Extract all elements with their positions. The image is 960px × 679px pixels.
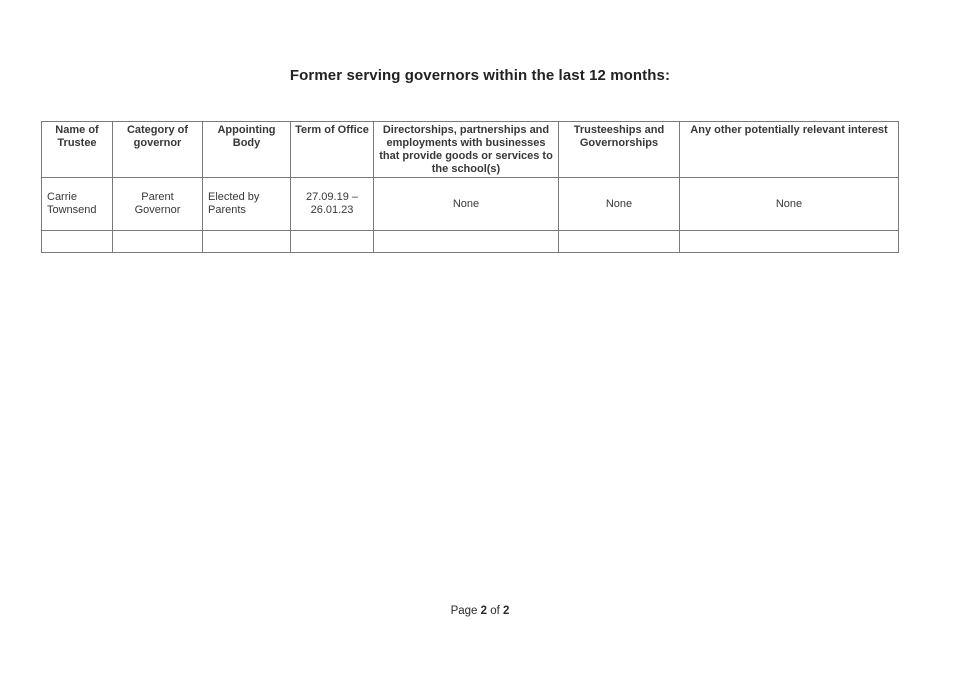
cell-empty: [559, 231, 680, 253]
cell-trusteeships: None: [559, 178, 680, 231]
header-name-of-trustee: Name of Trustee: [42, 122, 113, 178]
footer-of-label: of: [490, 605, 500, 617]
cell-category: Parent Governor: [113, 178, 203, 231]
header-other-interest: Any other potentially relevant interest: [680, 122, 899, 178]
page-footer: [0, 605, 960, 617]
header-directorships: Directorships, partnerships and employments with businesses that provide goods or services to the school(s): [374, 122, 559, 178]
cell-empty: [113, 231, 203, 253]
header-category-of-governor: Category of governor: [113, 122, 203, 178]
header-appointing-body: Appointing Body: [203, 122, 291, 178]
cell-trustee-name: Carrie Townsend: [42, 178, 113, 231]
footer-page-number: 2: [480, 605, 488, 617]
cell-empty: [374, 231, 559, 253]
footer-page-label: Page: [450, 605, 478, 617]
table-header-row: [42, 122, 899, 178]
cell-term-of-office: 27.09.19 – 26.01.23: [291, 178, 374, 231]
cell-appointing-body: Elected by Parents: [203, 178, 291, 231]
document-title: Former serving governors within the last 12 months:: [289, 67, 671, 84]
cell-empty: [291, 231, 374, 253]
cell-empty: [42, 231, 113, 253]
footer-total-pages: 2: [503, 605, 510, 617]
table-row-empty: [42, 231, 899, 253]
cell-empty: [203, 231, 291, 253]
cell-other-interest: None: [680, 178, 899, 231]
table-row: [42, 178, 899, 231]
cell-empty: [680, 231, 899, 253]
header-trusteeships: Trusteeships and Governorships: [559, 122, 680, 178]
former-governors-table: [41, 121, 899, 253]
cell-directorships: None: [374, 178, 559, 231]
header-term-of-office: Term of Office: [291, 122, 374, 178]
